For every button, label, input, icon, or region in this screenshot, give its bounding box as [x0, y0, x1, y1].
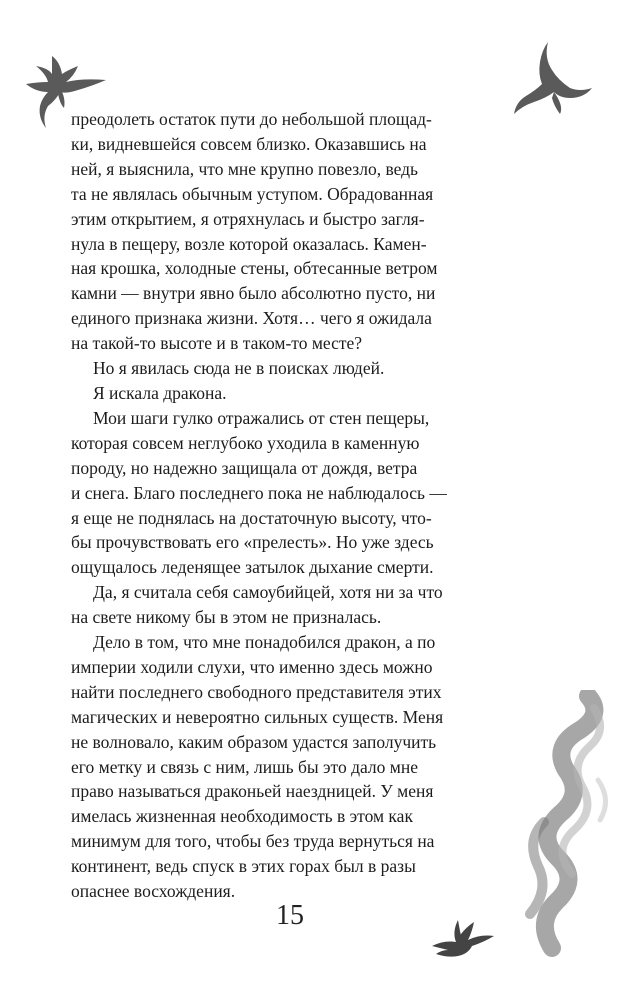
text-line: магических и невероятно сильных существ. Меня: [71, 706, 444, 727]
text-line: которая совсем неглубоко уходила в каменную: [71, 432, 420, 453]
text-line: найти последнего свободного представителя этих: [71, 681, 442, 702]
text-line: минимум для того, чтобы без труда вернуться на: [71, 831, 435, 852]
text-line: единого признака жизни. Хотя… чего я ожидала: [71, 308, 432, 329]
text-line: Я искала дракона.: [93, 382, 227, 403]
dragon-top-right-icon: [508, 40, 594, 116]
text-line: Да, я считала себя самоубийцей, хотя ни за что: [93, 582, 443, 603]
text-line: Дело в том, что мне понадобился дракон, а по: [93, 632, 436, 653]
page-number: 15: [276, 900, 304, 931]
body-text: [71, 107, 521, 904]
text-line: породу, но надежно защищала от дождя, ветра: [71, 457, 418, 478]
text-line: бы прочувствовать его «прелесть». Но уже здесь: [71, 532, 434, 553]
text-line: континент, ведь спуск в этих горах был в разы: [71, 856, 416, 877]
text-line: его метку и связь с ним, лишь бы это дало мне: [71, 756, 418, 777]
text-line: та не являлась обычным уступом. Обрадованная: [71, 183, 434, 204]
smoke-swirl-icon: [508, 690, 616, 960]
text-line: ней, я выяснила, что мне крупно повезло, ведь: [71, 158, 419, 179]
text-line: имелась жизненная необходимость в этом как: [71, 806, 413, 827]
text-line: не волновало, каким образом удастся заполучить: [71, 731, 437, 752]
text-line: камни — внутри явно было абсолютно пусто, ни: [71, 283, 436, 304]
text-line: этим открытием, я отряхнулась и быстро загля-: [71, 208, 425, 229]
text-line: империи ходили слухи, что именно здесь можно: [71, 656, 433, 677]
text-line: ная крошка, холодные стены, обтесанные ветром: [71, 258, 438, 279]
text-line: на свете никому бы в этом не призналась.: [71, 607, 382, 628]
text-line: ощущалось леденящее затылок дыхание смерти.: [71, 557, 434, 578]
dragon-bottom-icon: [428, 912, 498, 962]
text-line: Мои шаги гулко отражались от стен пещеры,: [93, 407, 430, 428]
text-line: на такой-то высоте и в таком-то месте?: [71, 333, 363, 354]
text-line: право называться драконьей наездницей. У меня: [71, 781, 434, 802]
text-line: Но я явилась сюда не в поисках людей.: [93, 358, 385, 379]
text-line: и снега. Благо последнего пока не наблюдалось —: [71, 482, 447, 503]
text-line: я еще не поднялась на достаточную высоту, что-: [71, 507, 432, 528]
text-line: опаснее восхождения.: [71, 881, 236, 902]
text-line: нула в пещеру, возле которой оказалась. Камен-: [71, 233, 427, 254]
text-line: ки, видневшейся совсем близко. Оказавшись на: [71, 133, 427, 154]
text-line: преодолеть остаток пути до небольшой площад-: [71, 109, 432, 129]
